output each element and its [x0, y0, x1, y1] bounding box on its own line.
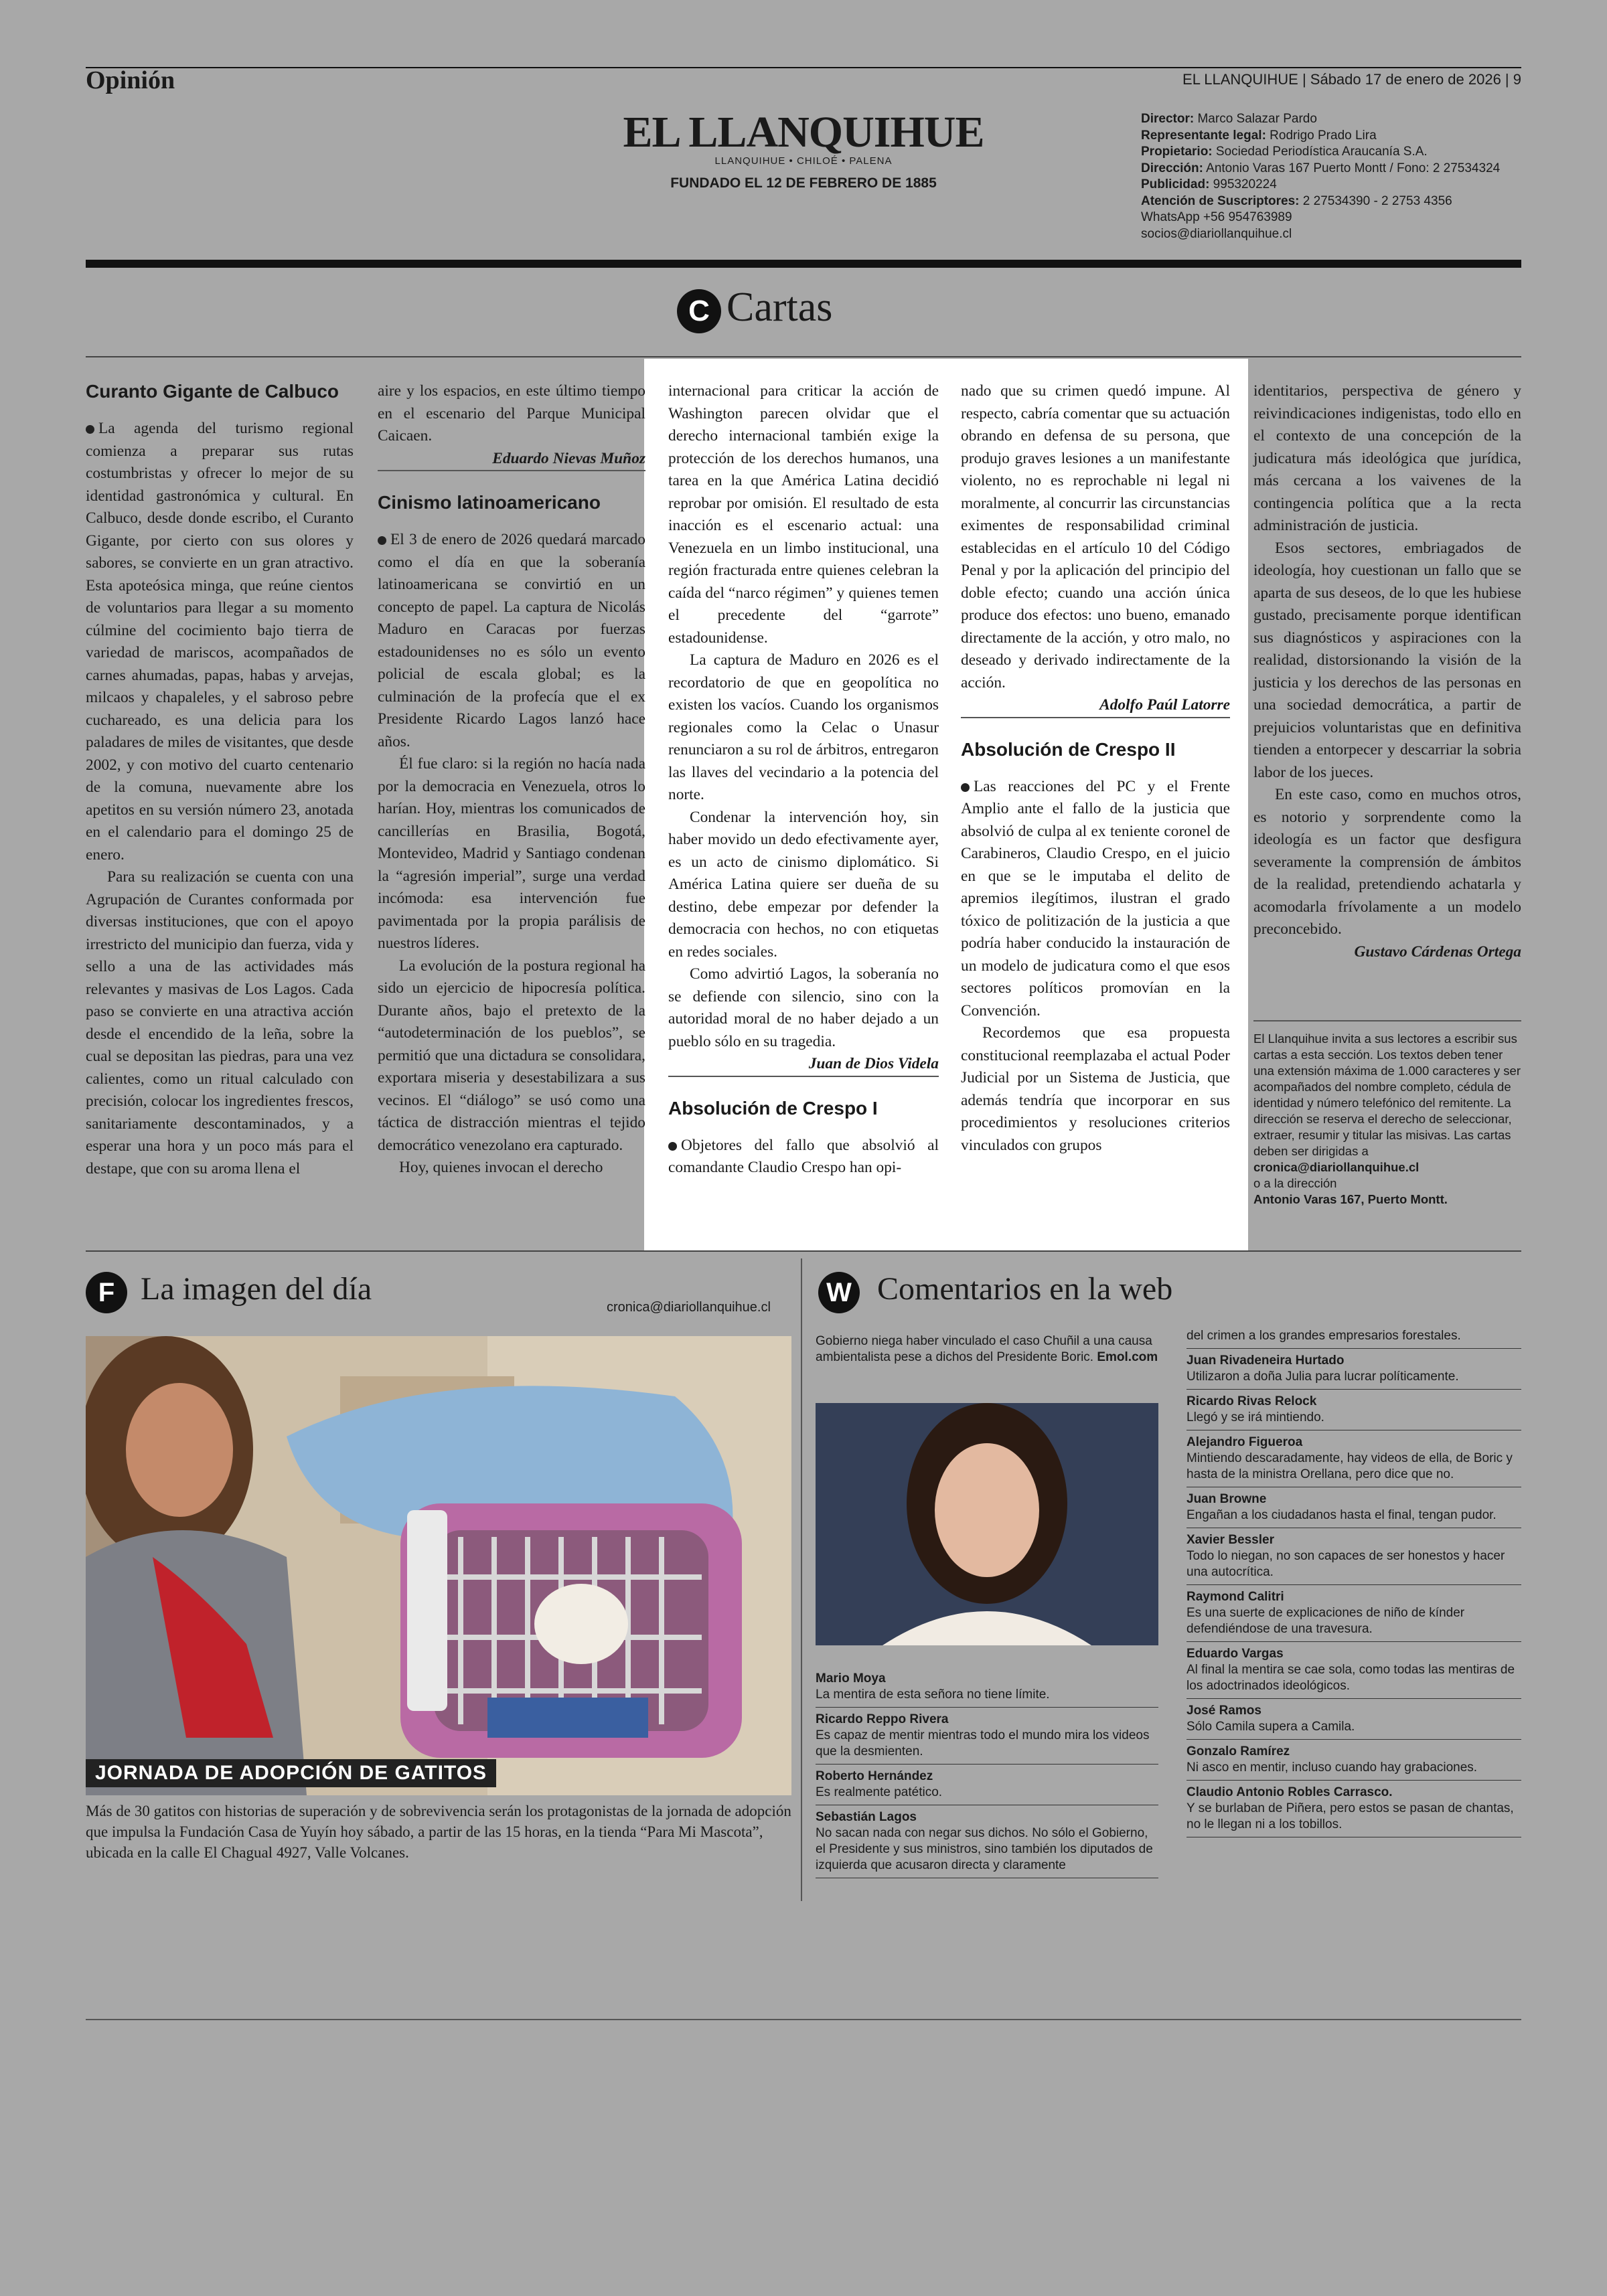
web-lead: Gobierno niega haber vinculado el caso Chuñil a una causa ambientalista pese a dichos del Presidente Boric. Emol.com	[816, 1334, 1158, 1364]
comment-author: Raymond Calitri	[1187, 1590, 1284, 1604]
letter-paragraph: Para su realización se cuenta con una Agrupación de Curantes conformada por diversas instituciones, que con el apoyo irrestricto del municipio dan fuerza, vida y sello a una de las actividades más relevantes y masivas de Los Lagos. Cada paso se convierte en una atractiva acción desde el encendido de la leña, sobre la cual se depositan las piedras, para una vez calientes, como un ritual calculado con precisión, colocar los ingredientes frescos, sanitariamente descontaminados, y a esperar una hora y un poco más para el destape, que con su aroma llena el	[86, 868, 354, 1177]
vertical-divider	[801, 1258, 802, 1901]
comment-text: La mentira de esta señora no tiene límite.	[816, 1688, 1050, 1702]
photo-banner: JORNADA DE ADOPCIÓN DE GATITOS	[86, 1759, 496, 1787]
web-source[interactable]: Emol.com	[1097, 1350, 1158, 1364]
photo-spokesperson	[816, 1403, 1158, 1645]
comment-text: Sólo Camila supera a Camila.	[1187, 1720, 1355, 1734]
comment-text: Es una suerte de explicaciones de niño de kínder defendiéndose de una travesura.	[1187, 1606, 1465, 1636]
letter-signature: Juan de Dios Videla	[808, 1055, 939, 1072]
letter-title: Absolución de Crespo II	[961, 738, 1176, 760]
staff-row: socios@diariollanquihue.cl	[1141, 226, 1292, 241]
cartas-rule	[86, 356, 1521, 357]
comment-author: Gonzalo Ramírez	[1187, 1744, 1290, 1758]
comment-text: Mintiendo descaradamente, hay videos de ella, de Boric y hasta de la ministra Orellana, pero dice que no.	[1187, 1451, 1513, 1481]
comment-item	[1187, 1487, 1521, 1528]
comment-item	[1187, 1585, 1521, 1642]
comment-text: Es realmente patético.	[816, 1785, 943, 1799]
comment-item	[1187, 1528, 1521, 1585]
comment-item	[1187, 1430, 1521, 1487]
staff-row: Atención de Suscriptores: 2 27534390 - 2 2753 4356	[1141, 193, 1452, 208]
comment-text: Y se burlaban de Piñera, pero estos se pasan de chantas, no le llegan ni a los tobillos.	[1187, 1801, 1514, 1831]
letter-paragraph: El 3 de enero de 2026 quedará marcado como el día en que la soberanía latinoamericana se convirtió en un concepto de papel. La captura de Nicolás Maduro en Caracas por fuerzas estadounidenses no es sólo un evento policial de escala global; es la culminación de la profecía que el ex Presidente Ricardo Lagos lanzó hace años.	[378, 531, 645, 750]
cartas-icon: C	[677, 289, 721, 333]
comment-text: No sacan nada con negar sus dichos. No sólo el Gobierno, el Presidente y sus ministros, sino también los diputados de izquierda que acusaron directa y claramente	[816, 1826, 1153, 1872]
comment-author: Eduardo Vargas	[1187, 1647, 1284, 1661]
staff-row: WhatsApp +56 954763989	[1141, 210, 1292, 224]
letter-curanto	[86, 380, 354, 1180]
photo-illustration	[816, 1403, 1158, 1645]
letter-crespo-cont	[1253, 380, 1521, 963]
masthead: EL LLANQUIHUE	[623, 108, 984, 157]
bullet-icon	[378, 536, 386, 545]
letter-paragraph: En este caso, como en muchos otros, es notorio y sorprendente como la ideología es un factor que desfigura severamente la comprensión de ámbitos de la realidad, pretendiendo achatarla y acomodarla frívolamente a un modelo preconcebido.	[1253, 786, 1521, 938]
comment-item	[1187, 1740, 1521, 1781]
comment-item	[1187, 1781, 1521, 1837]
section-label: Opinión	[86, 66, 175, 94]
letter-paragraph: identitarios, perspectiva de género y reivindicaciones indigenistas, todo ello en el contexto de una concepción de la judicatura más ideológica que jurídica, más cercana a los vaivenes de la contingencia política que a la recta administración de justicia.	[1253, 382, 1521, 534]
comment-item	[816, 1708, 1158, 1765]
comment-text: Al final la mentira se cae sola, como todas las mentiras de los adoctrinados ideológicos.	[1187, 1663, 1515, 1693]
comment-item	[816, 1667, 1158, 1708]
staff-row: Dirección: Antonio Varas 167 Puerto Montt / Fono: 2 27534324	[1141, 161, 1501, 175]
letter-paragraph: Como advirtió Lagos, la soberanía no se defiende con silencio, sino con la autoridad moral de no haber dejado a un pueblo sólo en su tragedia.	[668, 965, 939, 1050]
top-rule	[86, 67, 1521, 68]
comment-text: Todo lo niegan, no son capaces de ser honestos y hacer una autocrítica.	[1187, 1549, 1505, 1579]
masthead-subtitle: LLANQUIHUE • CHILOÉ • PALENA	[714, 155, 893, 167]
comment-item	[816, 1805, 1158, 1878]
submission-note: El Llanquihue invita a sus lectores a escribir sus cartas a esta sección. Los textos deben tener una extensión máxima de 1.000 caracteres y ser acompañados del nombre completo, cédula de identidad y número telefónico del remitente. La dirección se reserva el derecho de seleccionar, extraer, resumir y titular las misivas. Las cartas deben ser dirigidas a cronica@diariollanquihue.cl o a la dirección Antonio Varas 167, Puerto Montt.	[1253, 1032, 1521, 1206]
comment-text: Es capaz de mentir mientras todo el mundo mira los videos que la desmienten.	[816, 1728, 1150, 1758]
letter-paragraph: Hoy, quienes invocan el derecho	[399, 1159, 603, 1176]
comment-author: Mario Moya	[816, 1671, 886, 1686]
comment-text: del crimen a los grandes empresarios forestales.	[1187, 1328, 1521, 1349]
comment-author: Roberto Hernández	[816, 1769, 933, 1783]
letter-paragraph: La captura de Maduro en 2026 es el recordatorio de que en geopolítica no existen los vacíos. Cuando los organismos regionales como la Celac o Unasur renunciaron a su rol de árbitros, entregaron las llaves del vecindario a la potencia del norte.	[668, 651, 939, 803]
letter-cinismo	[378, 380, 645, 1179]
photo-illustration	[86, 1336, 791, 1795]
staff-row: Publicidad: 995320224	[1141, 177, 1277, 191]
letter-paragraph: Condenar la intervención hoy, sin haber movido un dedo efectivamente ayer, es un acto de cinismo diplomático. Si América Latina quiere ser dueña de su destino, debe empezar por defender la democracia con hechos, no con etiquetas en redes sociales.	[668, 808, 939, 961]
letter-paragraph: Recordemos que esa propuesta constitucional reemplazaba el actual Poder Judicial por un Sistema de Justicia, que además tendría que incorporar en sus procedimientos y resoluciones criterios vinculados con grupos	[961, 1024, 1230, 1154]
letter-crespo	[961, 380, 1230, 1157]
letter-title: Cinismo latinoamericano	[378, 492, 601, 513]
letter-paragraph: La evolución de la postura regional ha sido un ejercicio de hipocresía política. Durante años, bajo el pretexto de la “autodeterminación de los pueblos”, se permitió que una dictadura se consolidara, exportara miseria y desestabilizara a sus vecinos. El “diálogo” se usó como una táctica de distracción mientras el tejido democrático venezolano era capturado.	[378, 957, 645, 1154]
web-title: Comentarios en la web	[877, 1271, 1173, 1307]
comment-item	[816, 1765, 1158, 1805]
staff-row: Director: Marco Salazar Pardo	[1141, 112, 1317, 126]
submission-email[interactable]: cronica@diariollanquihue.cl	[1253, 1160, 1420, 1174]
comment-author: Juan Rivadeneira Hurtado	[1187, 1354, 1345, 1368]
imagen-email[interactable]: cronica@diariollanquihue.cl	[607, 1300, 771, 1315]
comment-author: Ricardo Reppo Rivera	[816, 1712, 949, 1726]
web-icon: W	[818, 1272, 860, 1313]
letter-paragraph: Esos sectores, embriagados de ideología, hoy cuestionan un fallo que se aparta de sus deseos, de lo que les hubiese gustado, precisamente porque identifican sus diagnósticos y aspiraciones con la realidad, distorsionando la visión de la justicia y los derechos de las personas en una sociedad democrática, a partir de prejuicios voluntaristas que en definitiva tienden a entorpecer y descarriar la sobria labor de los jueces.	[1253, 539, 1521, 781]
header-thick-rule	[86, 260, 1521, 268]
comment-text: Utilizaron a doña Julia para lucrar políticamente.	[1187, 1370, 1459, 1384]
letter-title: Absolución de Crespo I	[668, 1097, 878, 1119]
comment-author: Juan Browne	[1187, 1492, 1267, 1506]
comment-text: Ni asco en mentir, incluso cuando hay grabaciones.	[1187, 1760, 1478, 1775]
staff-row: Propietario: Sociedad Periodística Araucanía S.A.	[1141, 145, 1428, 159]
comment-item	[1187, 1349, 1521, 1390]
page-bottom-rule	[86, 2019, 1521, 2020]
letter-paragraph: nado que su crimen quedó impune. Al respecto, cabría comentar que su actuación obrando en defensa de su persona, que produjo graves lesiones a un manifestante violento, no es reprochable ni legal ni moralmente, al concurrir las circunstancias eximentes de responsabilidad criminal establecidas en el artículo 10 del Código Penal y por la aplicación del principio del doble efecto; cuando una acción única produce dos efectos: uno bueno, emanado directamente de la acción, y otro malo, no deseado y derivado indirectamente de la acción.	[961, 382, 1231, 691]
comment-item	[1187, 1699, 1521, 1740]
comment-author: José Ramos	[1187, 1704, 1261, 1718]
founded-line: FUNDADO EL 12 DE FEBRERO DE 1885	[670, 175, 937, 191]
imagen-title: La imagen del día	[141, 1271, 372, 1307]
cartas-bottom-rule	[86, 1250, 1521, 1252]
letter-separator	[961, 717, 1230, 718]
letter-signature: Eduardo Nievas Muñoz	[492, 449, 645, 467]
comment-author: Ricardo Rivas Relock	[1187, 1394, 1317, 1408]
letter-paragraph: Las reacciones del PC y el Frente Amplio ante el fallo de la justicia que absolvió de culpa al ex teniente coronel de Carabineros, Claudio Crespo, en el juicio en que se le imputaba el delito de apremios ilegítimos, ilustran el grado tóxico de politización de la justicia a que podría haber conducido la instauración de un modelo de judicatura como el que esos sectores políticos promovían en la Convención.	[961, 777, 1230, 1019]
imagen-icon: F	[86, 1272, 127, 1313]
letter-separator	[668, 1076, 939, 1077]
comment-author: Sebastián Lagos	[816, 1810, 917, 1824]
comment-author: Claudio Antonio Robles Carrasco.	[1187, 1785, 1393, 1799]
comment-item	[1187, 1390, 1521, 1430]
web-comments-col1	[816, 1667, 1158, 1878]
staff-box	[1141, 111, 1529, 242]
note-rule	[1253, 1020, 1521, 1021]
letter-paragraph: Él fue claro: si la región no hacía nada por la democracia en Venezuela, otros lo harían. Hoy, mientras los comunicados de cancillerías en Brasilia, Bogotá, Montevideo, Madrid y Santiago condenan la “agresión imperial”, surge una verdad incómoda: esa intervención fue pavimentada por la propia parálisis de nuestros líderes.	[378, 755, 645, 952]
letter-title: Curanto Gigante de Calbuco	[86, 381, 339, 402]
letter-cinismo-cont	[668, 380, 939, 1179]
letter-signature: Gustavo Cárdenas Ortega	[1354, 942, 1521, 961]
cartas-title: Cartas	[726, 284, 833, 330]
bullet-icon	[668, 1142, 677, 1151]
photo-caption: Más de 30 gatitos con historias de superación y de sobrevivencia serán los protagonistas de la jornada de adopción que impulsa la Fundación Casa de Yuyín hoy sábado, a partir de las 15 horas, en la tienda “Para Mi Mascota”, ubicada en la calle El Chagual 4927, Valle Volcanes.	[86, 1803, 791, 1861]
comment-author: Xavier Bessler	[1187, 1533, 1274, 1547]
letter-separator	[378, 470, 645, 471]
comment-item	[1187, 1642, 1521, 1699]
bullet-icon	[961, 783, 970, 792]
comment-text: Engañan a los ciudadanos hasta el final, tengan pudor.	[1187, 1508, 1497, 1522]
letter-paragraph: aire y los espacios, en este último tiempo en el escenario del Parque Municipal Caicaen.	[378, 382, 645, 444]
letter-paragraph: internacional para criticar la acción de Washington parecen olvidar que el derecho internacional también exige la protección de los derechos humanos, una tarea en la que América Latina decidió reprobar por omisión. El resultado de esta inacción es el escenario actual: una Venezuela en un limbo institucional, una región fracturada entre quienes celebran la caída del “narco régimen” y quienes temen el precedente del “garrote” estadounidense.	[668, 382, 939, 647]
edition-line: EL LLANQUIHUE | Sábado 17 de enero de 2026 | 9	[1182, 71, 1521, 88]
letter-paragraph: La agenda del turismo regional comienza a preparar sus rutas costumbristas y ofrecer lo mejor de su identidad gastronómica y cultural. En Calbuco, desde donde escribo, el Curanto Gigante, por cierto con sus olores y sabores, se convierte en un gran atractivo. Esta apoteósica minga, que reúne cientos de voluntarios para llegar a su momento cúlmine del cocimiento bajo tierra de variedad de mariscos, acompañados de carnes ahumadas, papas, habas y arvejas, milcaos y chapaleles, y el sabroso pebre cuchareado, es una delicia para los paladares de miles de visitantes, que desde 2002, y con motivo del cuarto centenario de la comuna, nuevamente abre los apetitos en su versión número 23, anotada en el calendario para el domingo 25 de enero.	[86, 420, 354, 864]
web-comments-col2	[1187, 1328, 1521, 1837]
letter-signature: Adolfo Paúl Latorre	[1099, 696, 1230, 714]
comment-author: Alejandro Figueroa	[1187, 1435, 1303, 1449]
photo-cat-adoption	[86, 1336, 791, 1795]
staff-row: Representante legal: Rodrigo Prado Lira	[1141, 128, 1377, 143]
letter-paragraph: Objetores del fallo que absolvió al comandante Claudio Crespo han opi-	[668, 1136, 939, 1176]
comment-text: Llegó y se irá mintiendo.	[1187, 1410, 1324, 1424]
bullet-icon	[86, 425, 94, 434]
